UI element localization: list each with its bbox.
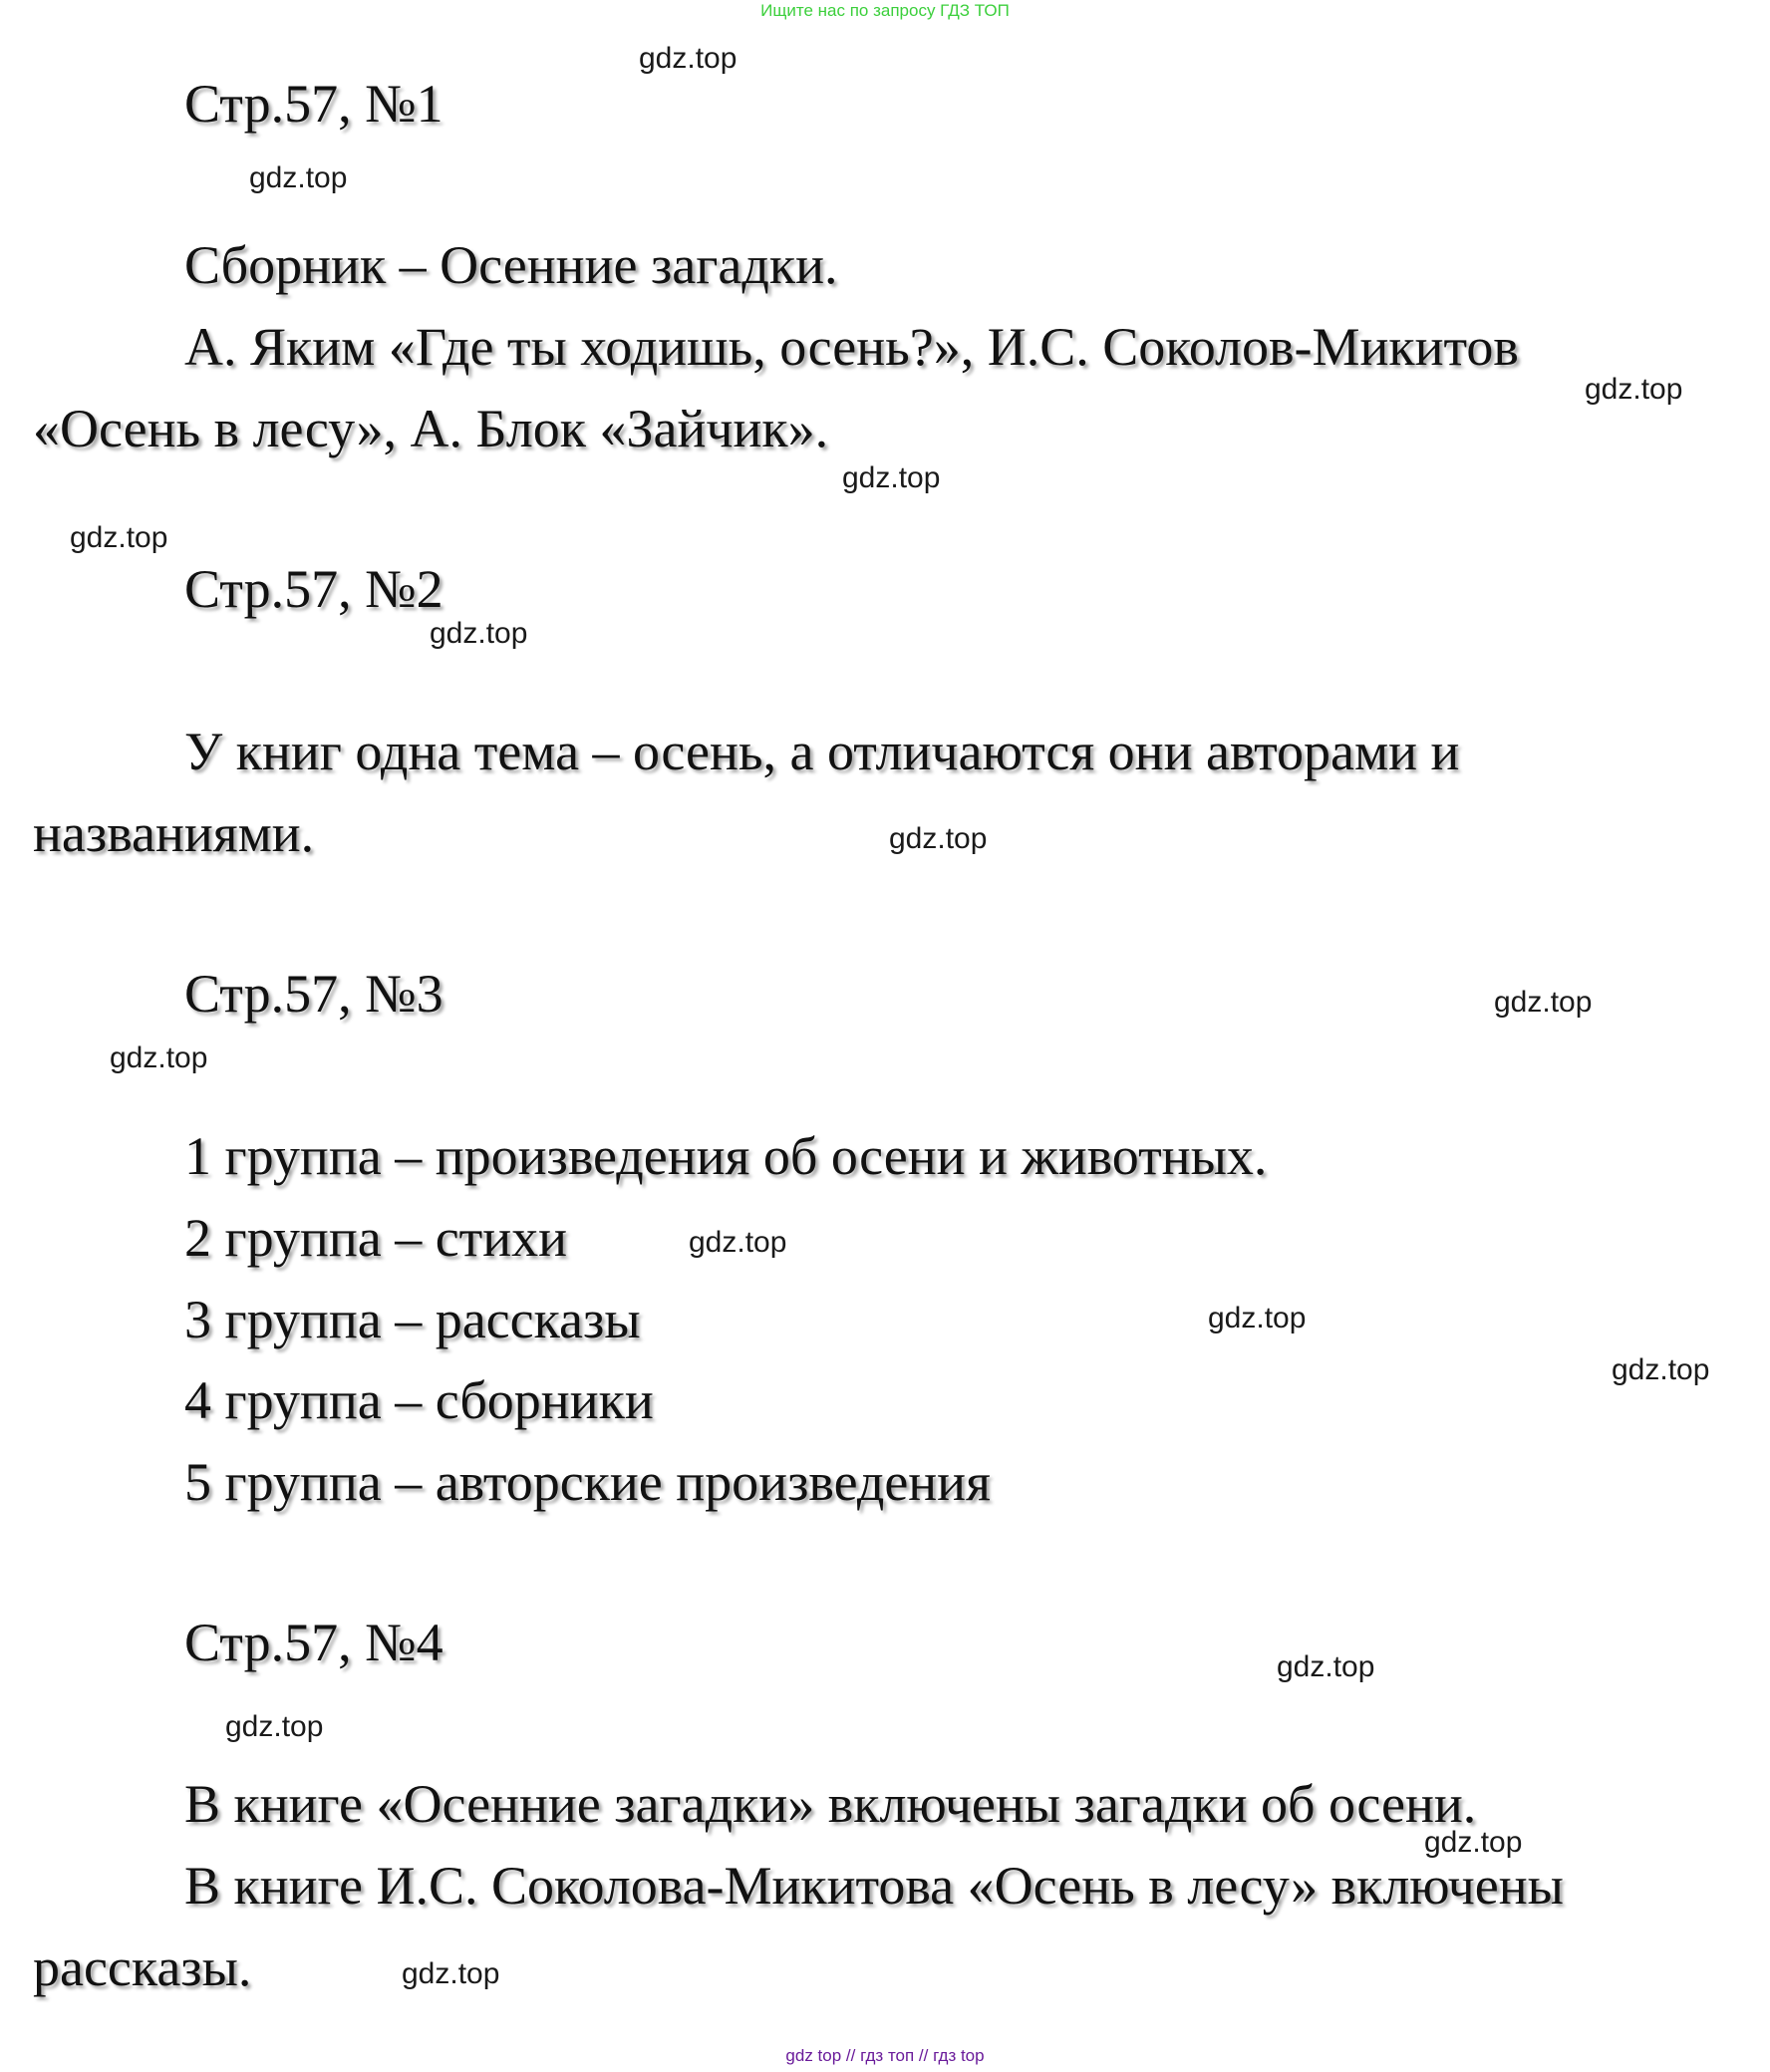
section-3-line-4: 4 группа – сборники xyxy=(184,1370,654,1430)
watermark: gdz.top xyxy=(1585,373,1683,406)
section-3-line-1: 1 группа – произведения об осени и животных. xyxy=(184,1126,1268,1186)
top-banner[interactable]: Ищите нас по запросу ГДЗ ТОП xyxy=(760,1,1010,20)
section-1-line-1: Сборник – Осенние загадки. xyxy=(184,235,838,295)
watermark: gdz.top xyxy=(225,1710,324,1743)
section-3-line-3: 3 группа – рассказы xyxy=(184,1290,641,1349)
watermark: gdz.top xyxy=(402,1957,500,1990)
section-4-line-3: рассказы. xyxy=(33,1937,252,1997)
heading-section-1: Стр.57, №1 xyxy=(184,74,443,134)
heading-section-2: Стр.57, №2 xyxy=(184,559,443,619)
watermark: gdz.top xyxy=(1612,1353,1710,1386)
watermark: gdz.top xyxy=(639,42,738,75)
watermark: gdz.top xyxy=(1494,986,1593,1019)
section-3-line-5: 5 группа – авторские произведения xyxy=(184,1452,991,1512)
watermark: gdz.top xyxy=(1424,1826,1523,1859)
watermark: gdz.top xyxy=(842,461,941,494)
section-3-line-2: 2 группа – стихи xyxy=(184,1208,568,1268)
watermark: gdz.top xyxy=(1208,1302,1307,1334)
section-4-line-2: В книге И.С. Соколова-Микитова «Осень в лесу» включены xyxy=(184,1856,1564,1916)
watermark: gdz.top xyxy=(249,161,348,194)
watermark: gdz.top xyxy=(70,521,168,554)
watermark: gdz.top xyxy=(110,1041,208,1074)
heading-section-3: Стр.57, №3 xyxy=(184,964,443,1024)
section-2-line-1: У книг одна тема – осень, а отличаются они авторами и xyxy=(184,722,1460,781)
heading-section-4: Стр.57, №4 xyxy=(184,1613,443,1672)
watermark: gdz.top xyxy=(689,1226,787,1259)
section-1-line-3: «Осень в лесу», А. Блок «Зайчик». xyxy=(33,399,829,458)
watermark: gdz.top xyxy=(1277,1650,1375,1683)
section-2-line-2: названиями. xyxy=(33,803,315,863)
section-4-line-1: В книге «Осенние загадки» включены загадки об осени. xyxy=(184,1774,1477,1834)
watermark: gdz.top xyxy=(889,822,988,855)
section-1-line-2: А. Яким «Где ты ходишь, осень?», И.С. Соколов-Микитов xyxy=(184,317,1519,377)
watermark: gdz.top xyxy=(430,617,528,650)
footer-links[interactable]: gdz top // гдз топ // гдз top xyxy=(785,2046,985,2065)
